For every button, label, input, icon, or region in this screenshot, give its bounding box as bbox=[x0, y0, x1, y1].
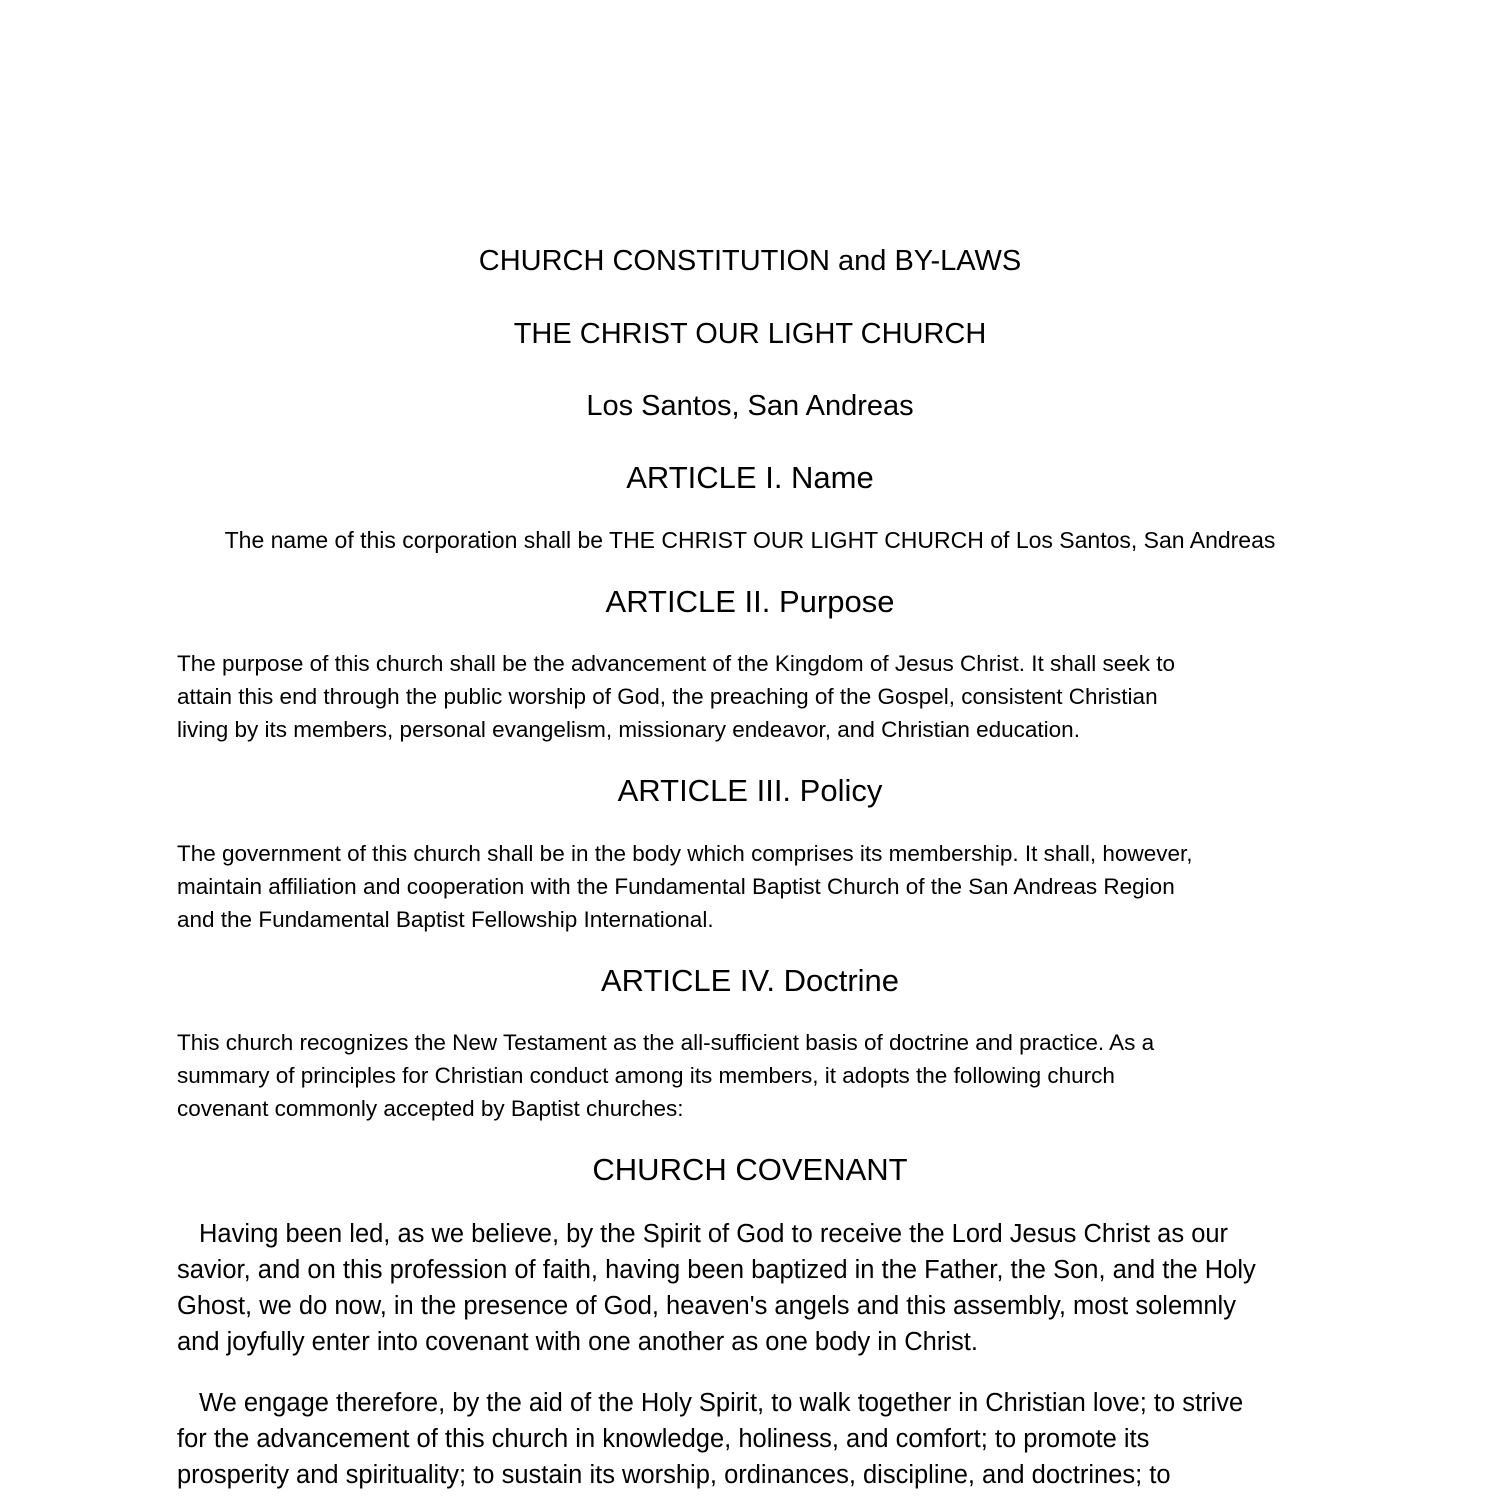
church-name: THE CHRIST OUR LIGHT CHURCH bbox=[513, 318, 987, 350]
article-4-line: summary of principles for Christian conduct among its members, it adopts the following church bbox=[177, 1063, 1115, 1088]
article-4-line: This church recognizes the New Testament as the all-sufficient basis of doctrine and practice. As a bbox=[177, 1030, 1155, 1055]
article-3-line: The government of this church shall be in the body which comprises its membership. It shall, however, bbox=[177, 841, 1193, 866]
article-2-heading: ARTICLE II. Purpose bbox=[605, 584, 895, 619]
article-4-heading: ARTICLE IV. Doctrine bbox=[600, 963, 900, 998]
covenant-line: prosperity and spirituality; to sustain its worship, ordinances, discipline, and doctrines; to bbox=[177, 1461, 1171, 1489]
document-title: CHURCH CONSTITUTION and BY-LAWS bbox=[478, 245, 1022, 277]
covenant-line: Having been led, as we believe, by the Spirit of God to receive the Lord Jesus Christ as our bbox=[199, 1220, 1229, 1248]
covenant-line: We engage therefore, by the aid of the Holy Spirit, to walk together in Christian love; to strive bbox=[199, 1389, 1244, 1417]
covenant-line: savior, and on this profession of faith, having been baptized in the Father, the Son, and the Holy bbox=[177, 1256, 1256, 1284]
covenant-paragraph-2 bbox=[177, 1385, 1337, 1493]
article-3-paragraph bbox=[177, 837, 1337, 936]
article-4-line: covenant commonly accepted by Baptist churches: bbox=[177, 1096, 684, 1121]
covenant-line: for the advancement of this church in knowledge, holiness, and comfort; to promote its bbox=[177, 1425, 1150, 1453]
article-1-text: The name of this corporation shall be THE CHRIST OUR LIGHT CHURCH of Los Santos, San Andreas bbox=[224, 527, 1276, 553]
article-3-line: and the Fundamental Baptist Fellowship International. bbox=[177, 907, 714, 932]
article-3-line: maintain affiliation and cooperation with the Fundamental Baptist Church of the San Andreas Region bbox=[177, 874, 1175, 899]
article-2-line: The purpose of this church shall be the advancement of the Kingdom of Jesus Christ. It shall seek to bbox=[177, 651, 1176, 676]
article-4-paragraph bbox=[177, 1026, 1337, 1125]
article-3-heading: ARTICLE III. Policy bbox=[617, 773, 883, 808]
covenant-paragraph-1 bbox=[177, 1216, 1337, 1360]
covenant-line: Ghost, we do now, in the presence of God, heaven's angels and this assembly, most solemnly bbox=[177, 1292, 1236, 1320]
covenant-heading: CHURCH COVENANT bbox=[592, 1152, 908, 1187]
article-2-paragraph bbox=[177, 647, 1337, 746]
article-2-line: attain this end through the public worship of God, the preaching of the Gospel, consistent Christian bbox=[177, 684, 1158, 709]
article-2-line: living by its members, personal evangelism, missionary endeavor, and Christian education. bbox=[177, 717, 1080, 742]
article-1-heading: ARTICLE I. Name bbox=[626, 460, 874, 495]
church-location: Los Santos, San Andreas bbox=[586, 390, 914, 422]
covenant-line: and joyfully enter into covenant with one another as one body in Christ. bbox=[177, 1328, 978, 1356]
